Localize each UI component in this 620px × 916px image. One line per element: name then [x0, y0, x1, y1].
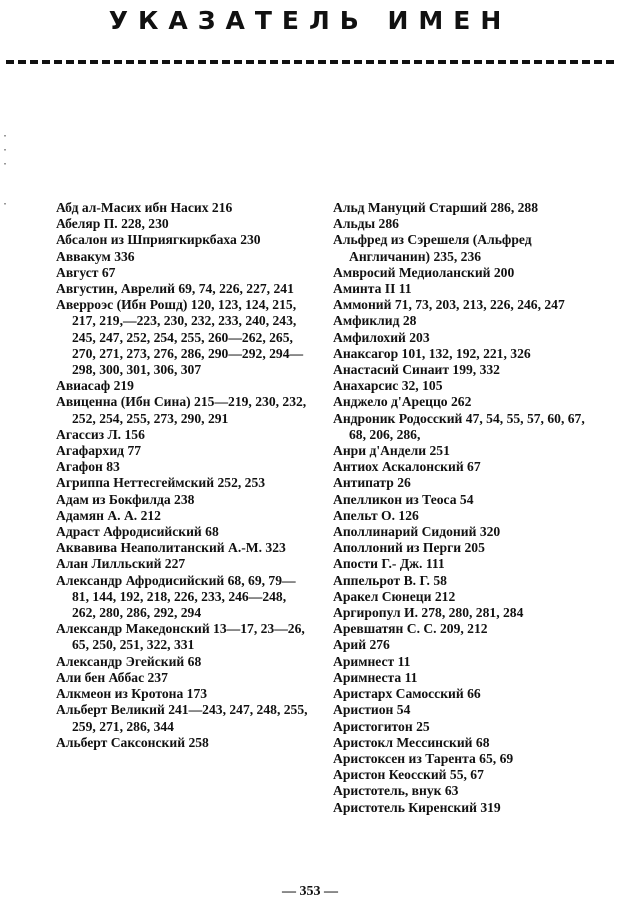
index-entry: Адамян А. А. 212	[56, 507, 161, 523]
index-entry: Аристон Кеосский 55, 67	[333, 767, 484, 783]
index-entry: Аминта II 11	[333, 281, 412, 297]
index-entry: Агафон 83	[56, 459, 120, 475]
index-entry: Агассиз Л. 156	[56, 426, 145, 442]
index-entry: Антиох Аскалонский 67	[333, 459, 481, 475]
index-entry: Александр Эгейский 68	[56, 653, 202, 669]
index-entry: Анджело д'Ареццо 262	[333, 394, 472, 410]
index-entry: Альберт Саксонский 258	[56, 734, 209, 750]
index-entry: Аммоний 71, 73, 203, 213, 226, 246, 247	[333, 297, 565, 313]
index-entry: Аполлинарий Сидоний 320	[333, 524, 501, 540]
index-entry: Авиасаф 219	[56, 378, 134, 394]
index-entry: Анри д'Андели 251	[333, 443, 450, 459]
index-entry: Абд ал-Масих ибн Насих 216	[56, 200, 233, 215]
index-entry: Аристотель, внук 63	[333, 783, 459, 799]
index-entry: Аристотель Киренский 319	[333, 799, 501, 815]
index-entry: Аристокл Мессинский 68	[333, 734, 490, 750]
index-entry: Аристарх Самосский 66	[333, 686, 481, 702]
index-entry: Аполлоний из Перги 205	[333, 540, 485, 556]
index-entry: Адам из Бокфилда 238	[56, 491, 195, 507]
index-column-left	[56, 200, 311, 751]
title-divider	[6, 60, 614, 64]
index-entry: Александр Македонский 13—17, 23—26, 65, 250, 251, 322, 331	[56, 621, 309, 653]
index-entry: Апельт О. 126	[333, 507, 419, 523]
index-entry: Абсалон из Шприягкиркбаха 230	[56, 232, 261, 248]
index-entry: Аввакум 336	[56, 248, 135, 264]
index-entry: Август 67	[56, 264, 116, 280]
index-entry: Абеляр П. 228, 230	[56, 216, 169, 232]
index-entry: Аристогитон 25	[333, 718, 430, 734]
index-entry: Андроник Родосский 47, 54, 55, 57, 60, 67, 68, 206, 286,	[333, 410, 589, 442]
index-entry: Анастасий Синаит 199, 332	[333, 362, 500, 378]
index-entry: Альд Мануций Старший 286, 288	[333, 200, 539, 215]
index-entry: Апелликон из Теоса 54	[333, 491, 474, 507]
index-entry: Авиценна (Ибн Сина) 215—219, 230, 232, 252, 254, 255, 273, 290, 291	[56, 394, 310, 426]
index-entry: Александр Афродисийский 68, 69, 79—81, 144, 192, 218, 226, 233, 246—248, 262, 280, 286, 292, 294	[56, 572, 296, 621]
index-entry: Агафархид 77	[56, 443, 142, 459]
index-entry: Алкмеон из Кротона 173	[56, 686, 208, 702]
index-entry: Аристоксен из Тарента 65, 69	[333, 750, 514, 766]
index-entry: Апости Г.- Дж. 111	[333, 556, 445, 572]
index-entry: Аримнеста 11	[333, 669, 418, 685]
index-entry: Анахарсис 32, 105	[333, 378, 443, 394]
index-entry: Аракел Сюнеци 212	[333, 588, 456, 604]
index-entry: Аргиропул И. 278, 280, 281, 284	[333, 605, 524, 621]
index-entry: Альфред из Сэрешеля (Альфред Англичанин) 235, 236	[333, 232, 536, 264]
page-number: — 353 —	[282, 884, 338, 899]
index-entry: Аппельрот В. Г. 58	[333, 572, 447, 588]
index-entry: Аквавива Неаполитанский А.-М. 323	[56, 540, 286, 556]
index-entry: Али бен Аббас 237	[56, 669, 168, 685]
index-entry: Альды 286	[333, 216, 399, 232]
margin-specks: · · · ·	[2, 131, 9, 210]
index-entry: Арий 276	[333, 637, 390, 653]
index-entry: Альберт Великий 241—243, 247, 248, 255, 259, 271, 286, 344	[56, 702, 311, 734]
index-entry: Аристион 54	[333, 702, 411, 718]
index-entry: Амфилохий 203	[333, 329, 430, 345]
index-entry: Аревшатян С. С. 209, 212	[333, 621, 488, 637]
index-entry: Аверроэс (Ибн Рошд) 120, 123, 124, 215, 217, 219,—223, 230, 232, 233, 240, 243, 245, 247, 252, 254, 255, 260—262, 265, 270, 271, 273, 276, 286, 290—292, 294—298, 300, 301, 306, 307	[56, 297, 304, 378]
page-title: УКАЗАТЕЛЬ ИМЕН	[108, 6, 512, 35]
index-entry: Анаксагор 101, 132, 192, 221, 326	[333, 345, 531, 361]
index-column-right	[333, 200, 593, 816]
index-entry: Агриппа Неттесгеймский 252, 253	[56, 475, 266, 491]
index-entry: Августин, Аврелий 69, 74, 226, 227, 241	[56, 281, 294, 297]
index-entry: Амвросий Медиоланский 200	[333, 264, 515, 280]
index-entry: Антипатр 26	[333, 475, 411, 491]
index-entry: Адраст Афродисийский 68	[56, 524, 219, 540]
index-entry: Амфиклид 28	[333, 313, 417, 329]
index-entry: Алан Лилльский 227	[56, 556, 186, 572]
index-entry: Аримнест 11	[333, 653, 411, 669]
